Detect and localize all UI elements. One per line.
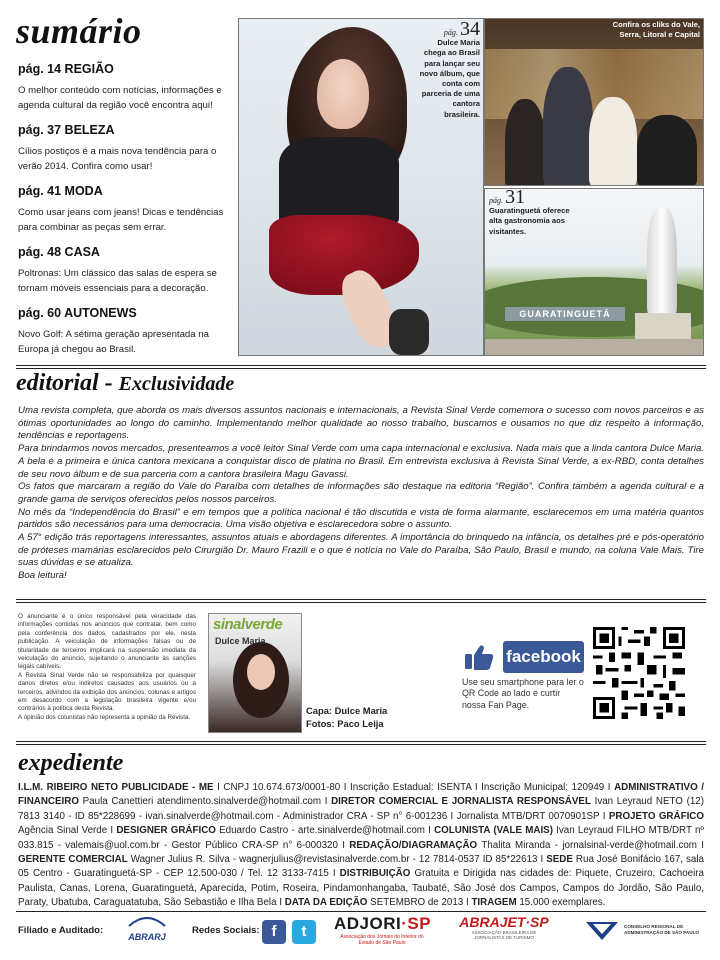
divider xyxy=(16,368,706,369)
expediente-text: Wagner Julius R. Silva - wagnerjulius@revistasinalverde.com.br - 12 7814-0537 ID 85*22613 I xyxy=(127,854,547,866)
expediente-label: SEDE xyxy=(546,854,573,866)
expediente-text: 15.000 exemplares. xyxy=(516,897,606,909)
adjori-logo[interactable] xyxy=(334,914,430,948)
expediente-label: I.L.M. RIBEIRO NETO PUBLICIDADE - ME xyxy=(18,782,214,793)
expediente-text: Agência Sinal Verde I xyxy=(18,825,117,837)
photo-top-shape xyxy=(279,137,399,227)
abrarj-mark-icon xyxy=(127,914,167,928)
expediente-text: SETEMBRO de 2013 I xyxy=(367,897,472,909)
sumario-item-page: pág. 41 MODA xyxy=(18,184,103,198)
thumbs-up-icon[interactable] xyxy=(463,643,495,671)
sumario-item-desc: Cílios postiços é a mais nova tendência para o verão 2014. Confira como usar! xyxy=(18,146,217,172)
photo-person xyxy=(589,97,637,186)
expediente-label: DATA DA EDIÇÃO xyxy=(284,897,368,909)
cover-caption-line: Capa: Dulce Maria xyxy=(306,705,388,716)
caption-pag-label: pág. xyxy=(489,196,503,205)
expediente-text: Ivan Leyraud FILHO MTB/DRT nº 033.815 - valemais@uol.com.br - Gestor Público CRA-SP n° 6-000320 I xyxy=(18,825,704,851)
editorial-heading: editorial xyxy=(16,370,99,396)
caption-text: Guaratinguetá oferece alta gastronomia aos visitantes. xyxy=(489,206,570,236)
cover-name: Dulce Maria xyxy=(215,636,266,646)
divider xyxy=(16,599,706,600)
sumario-item-page: pág. 60 AUTONEWS xyxy=(18,306,137,320)
road-shape xyxy=(485,339,703,356)
cra-logo[interactable] xyxy=(584,914,704,948)
photo-caption-clicks: Confira os cliks do Vale, Serra, Litoral e Capital xyxy=(612,20,700,40)
photo-person xyxy=(543,67,593,186)
editorial-body xyxy=(18,405,704,583)
twitter-icon[interactable]: t xyxy=(292,920,316,944)
photo-caption-31 xyxy=(489,186,571,237)
sumario-item-page: pág. 48 CASA xyxy=(18,245,100,259)
editorial-paragraph: Uma revista completa, que aborda os mais diversos assuntos nacionais e internacionais, a Revista Sinal Verde comemora o sucesso com novos parceiros e as ótimas oportunidades ao longo do caminho. Implementando melhor qualidade ao nosso trabalho, buscamos e ousamos no que diz respeito à informação, tendências e reportagens. xyxy=(18,405,704,442)
expediente-label: PROJETO GRÁFICO xyxy=(608,810,704,822)
caption-pag-label: pág. xyxy=(443,28,458,37)
photo-person xyxy=(637,115,697,186)
abrajet-wordmark: ABRAJET·SP xyxy=(459,914,549,930)
expediente-label: DIRETOR COMERCIAL E JORNALISTA RESPONSÁVEL xyxy=(331,796,591,808)
magazine-cover-thumbnail[interactable] xyxy=(208,613,302,733)
divider xyxy=(16,744,706,745)
editorial-paragraph: Boa leitura! xyxy=(18,570,67,582)
expediente-label: GERENTE COMERCIAL xyxy=(18,854,128,866)
cover-caption xyxy=(306,704,387,730)
advertiser-disclaimer xyxy=(18,613,196,722)
expediente-text: Paula Canettieri atendimento.sinalverde@hotmail.com I xyxy=(78,796,332,808)
expediente-text: Thalita Miranda - jornalsinal-verde@hotmail.com I xyxy=(477,839,704,851)
sumario-item-page: pág. 14 REGIÃO xyxy=(18,62,114,76)
abrarj-text: ABRARJ xyxy=(128,932,166,942)
expediente-label: DESIGNER GRÁFICO xyxy=(116,825,216,837)
cra-mark-icon xyxy=(584,918,620,944)
disclaimer-paragraph: O anunciante é o único responsável pela veracidade das informações contidas nos anúncios que contratar, bem como pela conferência dos dados, cadastrados por ele, nesta publicação. A veiculação de informações falsas ou de titularidade de terceiros implicará na suspensão imediata da veiculação do anúncio, sujeitando o anunciante às sanções legais cabíveis. xyxy=(18,613,196,671)
editorial-subtitle: Exclusividade xyxy=(118,373,235,395)
editorial-paragraph: A 57° edição trás reportagens interessantes, assuntos atuais e abordagens diferentes. A importância do brinquedo na infância, os detalhes pré e pós-operatório de próteses mamárias esclarecidos pelo Cirurgião Dr. Mauro Frazili e o que é notícia no Vale do Paraíba, São Paulo, Brasil e mundo, na coluna Vale Mais. Tire suas dúvidas e se atualiza. xyxy=(18,532,704,569)
expediente-text: I CNPJ 10.674.673/0001-80 I Inscrição Estadual: ISENTA I Inscrição Municipal: 120949 I xyxy=(213,782,615,793)
caption-page-number: 31 xyxy=(505,186,526,208)
statue-shape xyxy=(647,207,677,317)
adjori-tagline: Associação dos Jornais do Interior do Estado de São Paulo xyxy=(340,934,424,946)
divider xyxy=(16,365,706,366)
expediente-body xyxy=(18,781,704,911)
facebook-icon[interactable]: f xyxy=(262,920,286,944)
adjori-state-text: ·SP xyxy=(401,914,432,933)
sumario-item[interactable] xyxy=(18,306,230,357)
sumario-item-desc: O melhor conteúdo com notícias, informações e agenda cultural da região você encontra aqui! xyxy=(18,85,222,111)
sumario-item-desc: Novo Golf: A sétima geração apresentada na Europa já chegou ao Brasil. xyxy=(18,329,209,355)
caption-text: Dulce Maria chega ao Brasil para lançar seu novo álbum, que conta com parceria de uma cantora brasileira. xyxy=(419,38,480,119)
expediente-label: COLUNISTA (VALE MAIS) xyxy=(434,825,553,837)
adjori-wordmark xyxy=(334,914,430,934)
filiado-label: Filiado e Auditado: xyxy=(18,925,104,936)
expediente-label: REDAÇÃO/DIAGRAMAÇÃO xyxy=(349,839,478,851)
expediente-text: Eduardo Castro - arte.sinalverde@hotmail.com I xyxy=(215,825,435,837)
sumario-title: sumário xyxy=(16,11,142,51)
social-clicks-photo[interactable] xyxy=(484,18,704,186)
city-sign: GUARATINGUETÁ xyxy=(505,307,625,321)
photo-boot-shape xyxy=(389,309,429,355)
photo-person xyxy=(505,99,545,186)
sumario-item[interactable] xyxy=(18,62,230,113)
editorial-paragraph: Os fatos que marcaram a região do Vale do Paraíba com detalhes de informações são destaque na editoria “Região”. Confira também a agenda cultural e a grande gama de serviços oferecidos pelos nossos parceiros. xyxy=(18,481,704,505)
sumario-item-page: pág. 37 BELEZA xyxy=(18,123,115,137)
cover-logo: sinalverde xyxy=(213,616,283,633)
disclaimer-paragraph: A opinião dos colunistas não representa a opinião da Revista. xyxy=(18,713,191,721)
abrarj-logo[interactable] xyxy=(116,914,178,948)
expediente-text: Gratuita e Dirigida nas cidades de: Piquete, Cruzeiro, Cachoeira Paulista, Canas, Lorena, Guaratinguetá, Aparecida, Potim, Roseira, Pindamonhangaba, Taubaté, São José dos Campos, Campos do Jordão, São Paulo, Paraty, Ubatuba, Caraguatatuba, São Sebastião e Ilha Bela I xyxy=(18,868,704,909)
sumario-list xyxy=(18,62,230,367)
expediente-text: Rua José Bonifácio 167, sala 05 Centro - Guaratinguetá-SP - CEP 12.500-030 / Tel. 12 3133-7415 I xyxy=(18,854,704,880)
adjori-text: ADJORI xyxy=(334,914,402,933)
abrajet-tagline: ASSOCIAÇÃO BRASILEIRA DE JORNALISTAS DE TURISMO xyxy=(471,930,537,940)
expediente-text: Ivan Leyraud NETO (12) 7813 3140 - ID 85*228699 - ivan.sinalverde@hotmail.com - Administrador CRA - SP n° 6-001236 I Jornalista MTB/DRT 0070901SP I xyxy=(18,796,705,822)
cra-text: CONSELHO REGIONAL DE ADMINISTRAÇÃO DE SÃO PAULO xyxy=(624,924,699,935)
editorial-title: editorial - Exclusividade xyxy=(16,370,235,396)
abrajet-logo[interactable] xyxy=(456,914,552,948)
sumario-item[interactable] xyxy=(18,245,230,296)
social-instructions: Use seu smartphone para ler o QR Code ao lado e curtir nossa Fan Page. xyxy=(462,677,584,710)
divider xyxy=(16,741,706,742)
editorial-paragraph: Para brindarmos novos mercados, presenteamos a você leitor Sinal Verde com uma capa internacional e exclusiva. Nada mais que a linda cantora Dulce Maria. A bela é a primeira e única cantora mexicana a conquistar disco de platina no Brasil. Em entrevista exclusiva à Revista Sinal Verde, a ex-RBD, conta detalhes de seu novo álbum e de sua parceria com a cantora brasileira Magu Gavassi. xyxy=(18,443,704,480)
sumario-item[interactable] xyxy=(18,184,230,235)
redes-label: Redes Sociais: xyxy=(192,925,260,936)
divider xyxy=(16,602,706,603)
expediente-label: TIRAGEM xyxy=(471,897,517,909)
qr-code-icon[interactable] xyxy=(593,627,685,719)
photo-face-shape xyxy=(317,59,369,129)
photo-caption-34 xyxy=(418,18,480,120)
sumario-item-desc: Como usar jeans com jeans! Dicas e tendências para combinar as peças sem errar. xyxy=(18,207,224,233)
editorial-paragraph: No mês da “Independência do Brasil” e em tempos que a política nacional é tão discutida e vista de forma alarmante, esclarecemos em uma matéria quantos partidos são necessários para uma democracia. Uma visão objetiva e esclarecedora sobre o assunto. xyxy=(18,506,704,531)
expediente-label: ADMINISTRATIVO / FINANCEIRO xyxy=(18,782,704,808)
disclaimer-paragraph: A Revista Sinal Verde não se responsabiliza por quaisquer danos diretos e/ou indiretos causados aos usuários ou a terceiros, advindos da exibição dos anúncios, colunas e artigos em desacordo com a legislação brasileira vigente e/ou contrários à política desta Revista. xyxy=(18,671,196,713)
expediente-label: DISTRIBUIÇÃO xyxy=(339,868,411,880)
sumario-item-desc: Poltronas: Um clássico das salas de espera se tornam móveis essenciais para a decoração. xyxy=(18,268,217,294)
divider xyxy=(16,911,706,912)
caption-page-number: 34 xyxy=(460,18,480,40)
cover-caption-line: Fotos: Paco Leija xyxy=(306,718,384,729)
sumario-item[interactable] xyxy=(18,123,230,174)
expediente-title: expediente xyxy=(18,750,124,776)
facebook-logo[interactable]: facebook xyxy=(503,641,584,673)
cover-face-shape xyxy=(247,654,275,690)
